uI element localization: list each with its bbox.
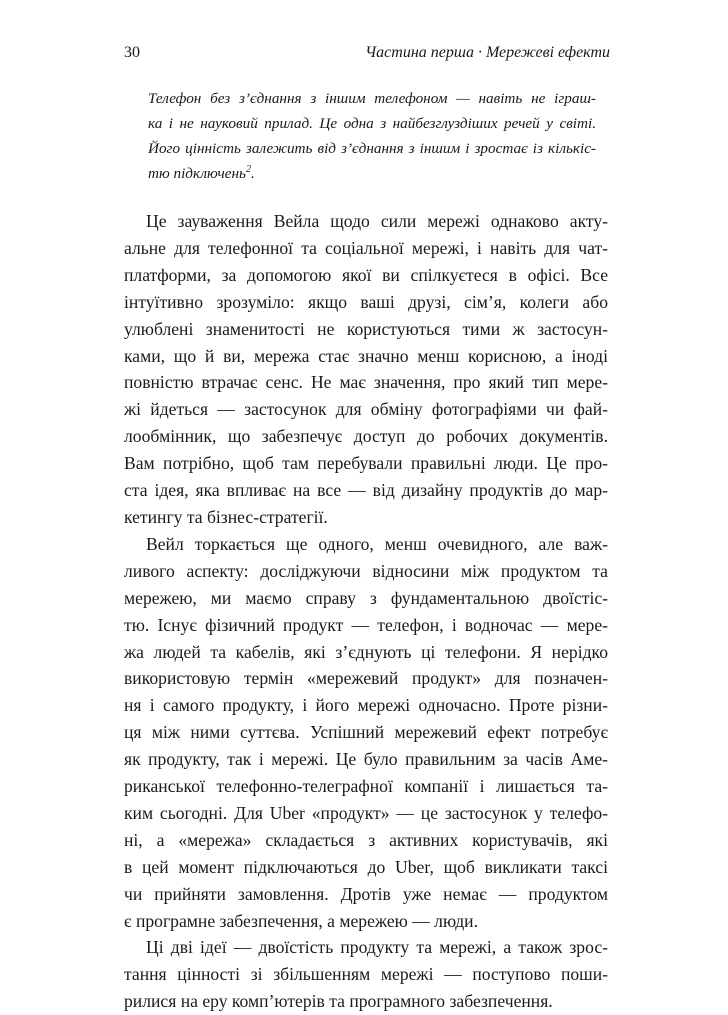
paragraph-line: тю. Існує фізичний продукт — телефон, і водночас — мере- — [124, 614, 608, 635]
epigraph-line: Телефон без з’єднання з іншим телефоном — навіть не іграш- — [148, 90, 596, 107]
paragraph-line: як продукту, так і мережі. Це було правильним за часів Аме- — [124, 749, 608, 770]
epigraph-quote — [148, 86, 596, 186]
paragraph-line: улюблені знаменитості не користуються тими ж застосун- — [124, 318, 608, 339]
epigraph-line: ка і не науковий прилад. Це одна з найбезглуздіших речей у світі. — [148, 115, 596, 132]
paragraph-line: ня і самого продукту, і його мережі одночасно. Проте різни- — [124, 695, 608, 716]
page-header — [124, 44, 610, 66]
paragraph-line: є програмне забезпечення, а мережею — люди. — [124, 910, 478, 931]
paragraph-line: лообмінник, що забезпечує доступ до робочих документів. — [124, 426, 608, 447]
paragraph-line: інтуїтивно зрозуміло: якщо ваші друзі, сім’я, колеги або — [124, 291, 608, 312]
paragraph-line: жі йдеться — застосунок для обміну фотографіями чи фай- — [124, 399, 608, 420]
paragraph-line: Вейл торкається ще одного, менш очевидного, але важ- — [146, 533, 608, 554]
epigraph-line: Його цінність залежить від з’єднання з іншим і зростає із кількіс- — [148, 140, 596, 157]
paragraph-line: в цей момент підключаються до Uber, щоб викликати таксі — [124, 856, 608, 877]
paragraph-line: використовую термін «мережевий продукт» для позначен- — [124, 668, 608, 689]
paragraph-line: рилися на еру комп’ютерів та програмного забезпечення. — [124, 991, 553, 1012]
paragraph-line: ливого аспекту: досліджуючи відносини між продуктом та — [124, 560, 608, 581]
paragraph-line: мережею, ми маємо справу з фундаментальною двоїстіс- — [124, 587, 608, 608]
paragraph-line: альне для телефонної та соціальної мережі, і навіть для чат- — [124, 237, 608, 258]
paragraph-line: повністю втрачає сенс. Не має значення, про який тип мере- — [124, 372, 608, 393]
running-head: Частина перша · Мережеві ефекти — [365, 44, 610, 61]
paragraph-line: Вам потрібно, щоб там перебували правильні люди. Це про- — [124, 453, 608, 474]
paragraph-line: ками, що й ви, мережа стає значно менш корисною, а іноді — [124, 345, 608, 366]
paragraph-line: ні, а «мережа» складається з активних користувачів, які — [124, 829, 608, 850]
paragraph-line: жа людей та кабелів, які з’єднують ці телефони. Я нерідко — [124, 641, 608, 662]
paragraph-line: кетингу та бізнес-стратегії. — [124, 506, 328, 527]
epigraph-line-text: тю підключень — [148, 165, 246, 182]
paragraph-line: тання цінності зі збільшенням мережі — поступово поши- — [124, 964, 608, 985]
paragraph-line: ста ідея, яка впливає на все — від дизайну продуктів до мар- — [124, 480, 608, 501]
footnote-ref: 2 — [245, 164, 251, 175]
page-number: 30 — [124, 44, 140, 61]
body-text — [124, 208, 608, 1015]
paragraph-line: ця між ними суттєва. Успішний мережевий ефект потребує — [124, 722, 608, 743]
paragraph-line: платформи, за допомогою якої ви спілкуєтеся в офісі. Все — [124, 264, 608, 285]
epigraph-end-punct: . — [250, 165, 255, 182]
epigraph-line-last — [148, 161, 596, 186]
paragraph-line: Ці дві ідеї — двоїстість продукту та мережі, а також зрос- — [146, 937, 608, 958]
paragraph-line: чи прийняти замовлення. Дротів уже немає — продуктом — [124, 883, 608, 904]
paragraph-line: ким сьогодні. Для Uber «продукт» — це застосунок у телефо- — [124, 802, 608, 823]
paragraph-line: Це зауваження Вейла щодо сили мережі однаково акту- — [146, 211, 608, 231]
paragraph-line: риканської телефонно-телеграфної компанії і лишається та- — [124, 776, 608, 797]
